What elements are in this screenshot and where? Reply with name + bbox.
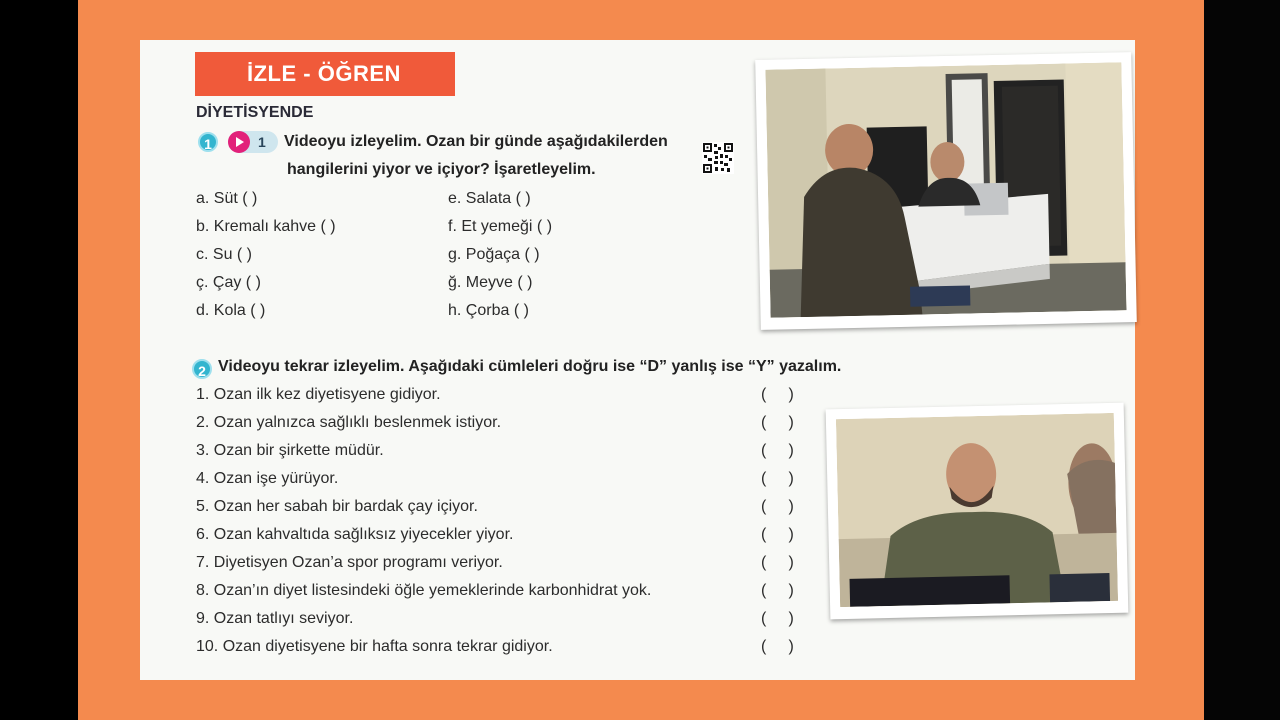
answer-box-3[interactable]: ( ) — [761, 442, 794, 459]
play-icon — [228, 131, 250, 153]
statement-5: 5. Ozan her sabah bir bardak çay içiyor. — [196, 498, 478, 515]
portrait-photo — [826, 403, 1129, 620]
statement-4: 4. Ozan işe yürüyor. — [196, 470, 339, 487]
option-h: h. Çorba ( ) — [448, 302, 529, 319]
answer-box-1[interactable]: ( ) — [761, 386, 794, 403]
video-play-button[interactable] — [228, 131, 278, 153]
qr-code-icon[interactable] — [702, 142, 734, 174]
option-e: e. Salata ( ) — [448, 190, 531, 207]
answer-box-6[interactable]: ( ) — [761, 526, 794, 543]
option-g: g. Poğaça ( ) — [448, 246, 540, 263]
statement-9: 9. Ozan tatlıyı seviyor. — [196, 610, 354, 627]
statement-3: 3. Ozan bir şirkette müdür. — [196, 442, 384, 459]
option-d: d. Kola ( ) — [196, 302, 266, 319]
right-letterbox — [1204, 0, 1280, 720]
question-2-badge: 2 — [192, 359, 212, 379]
option-g-breve: ğ. Meyve ( ) — [448, 274, 533, 291]
video-number: 1 — [258, 134, 266, 150]
option-c: c. Su ( ) — [196, 246, 253, 263]
answer-box-2[interactable]: ( ) — [761, 414, 794, 431]
section-subtitle: DİYETİSYENDE — [196, 104, 314, 121]
statement-8: 8. Ozan’ın diyet listesindeki öğle yemeklerinde karbonhidrat yok. — [196, 582, 652, 599]
question-1-line2: hangilerini yiyor ve içiyor? İşaretleyelim. — [287, 161, 596, 178]
statement-2: 2. Ozan yalnızca sağlıklı beslenmek istiyor. — [196, 414, 502, 431]
option-a: a. Süt ( ) — [196, 190, 258, 207]
statement-1: 1. Ozan ilk kez diyetisyene gidiyor. — [196, 386, 441, 403]
option-c-cedilla: ç. Çay ( ) — [196, 274, 261, 291]
statement-6: 6. Ozan kahvaltıda sağlıksız yiyecekler yiyor. — [196, 526, 514, 543]
answer-box-9[interactable]: ( ) — [761, 610, 794, 627]
banner-title: İZLE - ÖĞREN — [247, 61, 401, 86]
question-2-prompt: Videoyu tekrar izleyelim. Aşağıdaki cümleleri doğru ise “D” yanlış ise “Y” yazalım. — [218, 358, 842, 375]
answer-box-5[interactable]: ( ) — [761, 498, 794, 515]
answer-box-7[interactable]: ( ) — [761, 554, 794, 571]
office-photo — [755, 52, 1137, 330]
option-f: f. Et yemeği ( ) — [448, 218, 553, 235]
answer-box-10[interactable]: ( ) — [761, 638, 794, 655]
section-banner — [195, 52, 455, 96]
statement-10: 10. Ozan diyetisyene bir hafta sonra tekrar gidiyor. — [196, 638, 553, 655]
question-1-badge: 1 — [198, 132, 218, 152]
option-b: b. Kremalı kahve ( ) — [196, 218, 336, 235]
question-1-line1: Videoyu izleyelim. Ozan bir günde aşağıdakilerden — [284, 133, 668, 150]
statement-7: 7. Diyetisyen Ozan’a spor programı veriyor. — [196, 554, 503, 571]
answer-box-4[interactable]: ( ) — [761, 470, 794, 487]
answer-box-8[interactable]: ( ) — [761, 582, 794, 599]
left-letterbox — [0, 0, 78, 720]
